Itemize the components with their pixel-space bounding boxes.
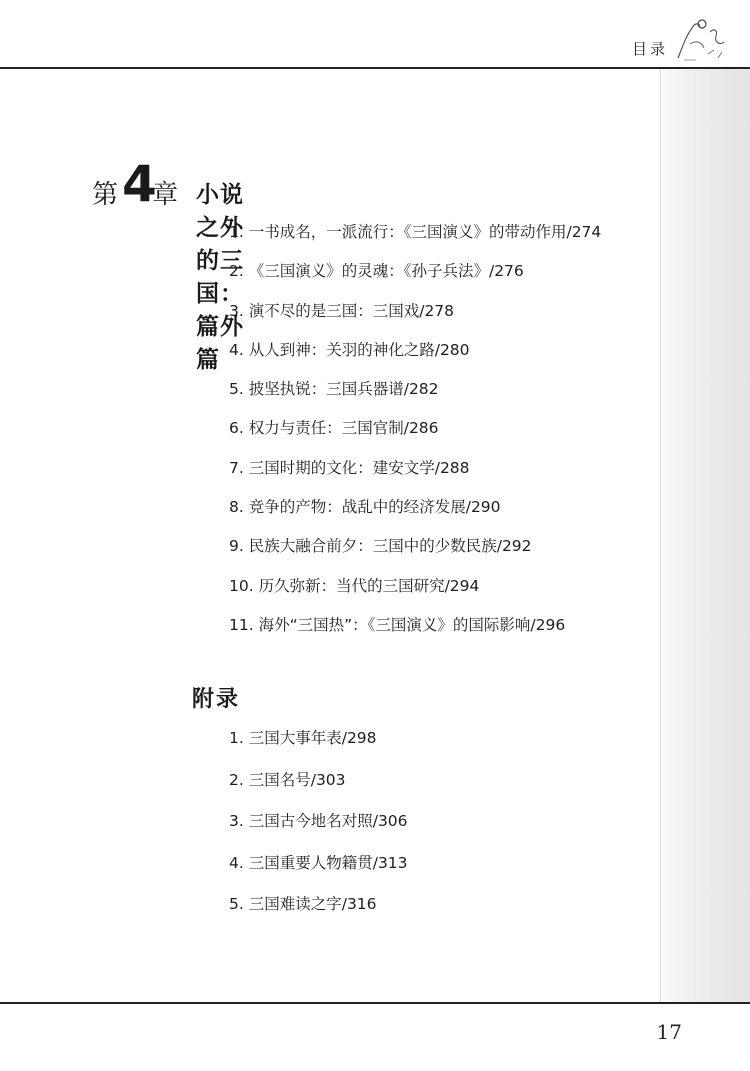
- toc-entry[interactable]: 2. 《三国演义》的灵魂：《孙子兵法》/276: [229, 262, 524, 281]
- chapter-number: 4: [122, 155, 157, 213]
- toc-entry[interactable]: 7. 三国时期的文化：建安文学/288: [229, 458, 470, 477]
- page-number: 17: [656, 1020, 682, 1044]
- appendix-toc-list: [229, 725, 408, 933]
- toc-entry[interactable]: 10. 历久弥新：当代的三国研究/294: [229, 576, 480, 595]
- toc-entry[interactable]: 6. 权力与责任：三国官制/286: [229, 419, 439, 438]
- toc-entry[interactable]: 5. 披坚执锐：三国兵器谱/282: [229, 380, 439, 399]
- appendix-entry[interactable]: 1. 三国大事年表/298: [229, 729, 377, 747]
- toc-entry[interactable]: 11. 海外“三国热”：《三国演义》的国际影响/296: [229, 615, 566, 634]
- chapter-prefix: 第: [92, 180, 119, 210]
- appendix-entry[interactable]: 5. 三国难读之字/316: [229, 895, 377, 913]
- appendix-entry[interactable]: 3. 三国古今地名对照/306: [229, 812, 408, 830]
- appendix-entry[interactable]: 4. 三国重要人物籍贯/313: [229, 853, 408, 872]
- chapter-title: 小说之外的三国：篇外篇: [196, 182, 244, 373]
- footer-rule: [0, 1002, 750, 1004]
- side-strip-edge: [660, 69, 661, 1002]
- sketch-figure-icon: [668, 14, 730, 66]
- chapter-toc-list: [229, 219, 601, 651]
- side-shading-strip: [660, 69, 750, 1002]
- header-rule: [0, 67, 750, 69]
- toc-entry[interactable]: 8. 竞争的产物：战乱中的经济发展/290: [229, 498, 501, 517]
- header-section-label: 目录: [631, 40, 668, 58]
- toc-entry[interactable]: 3. 演不尽的是三国：三国戏/278: [229, 301, 455, 320]
- appendix-entry[interactable]: 2. 三国名号/303: [229, 770, 346, 789]
- toc-entry[interactable]: 9. 民族大融合前夕：三国中的少数民族/292: [229, 537, 532, 556]
- toc-entry[interactable]: 4. 从人到神：关羽的神化之路/280: [229, 340, 470, 359]
- appendix-title: 附录: [192, 687, 241, 712]
- toc-entry[interactable]: 1. 一书成名，一派流行：《三国演义》的带动作用/274: [229, 223, 602, 241]
- chapter-suffix: 章: [152, 180, 179, 210]
